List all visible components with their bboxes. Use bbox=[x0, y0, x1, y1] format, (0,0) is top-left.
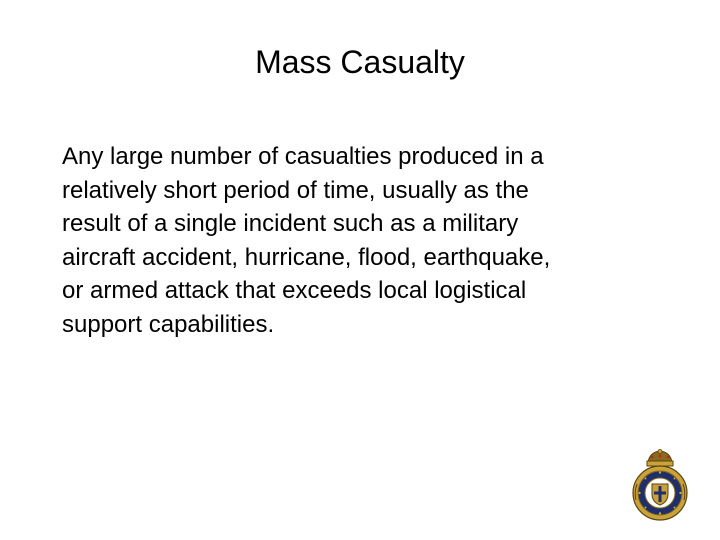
body-line: relatively short period of time, usually as the bbox=[62, 176, 529, 204]
definition-text bbox=[62, 140, 662, 341]
body-line: result of a single incident such as a military bbox=[62, 210, 519, 237]
body-line: or armed attack that exceeds local logistical bbox=[62, 277, 527, 304]
slide-title: Mass Casualty bbox=[255, 44, 465, 80]
regimental-crest-icon bbox=[628, 448, 692, 524]
body-line: Any large number of casualties produced in a bbox=[62, 143, 544, 170]
body-line: support capabilities. bbox=[62, 310, 275, 338]
body-line: aircraft accident, hurricane, flood, earthquake, bbox=[62, 243, 551, 271]
